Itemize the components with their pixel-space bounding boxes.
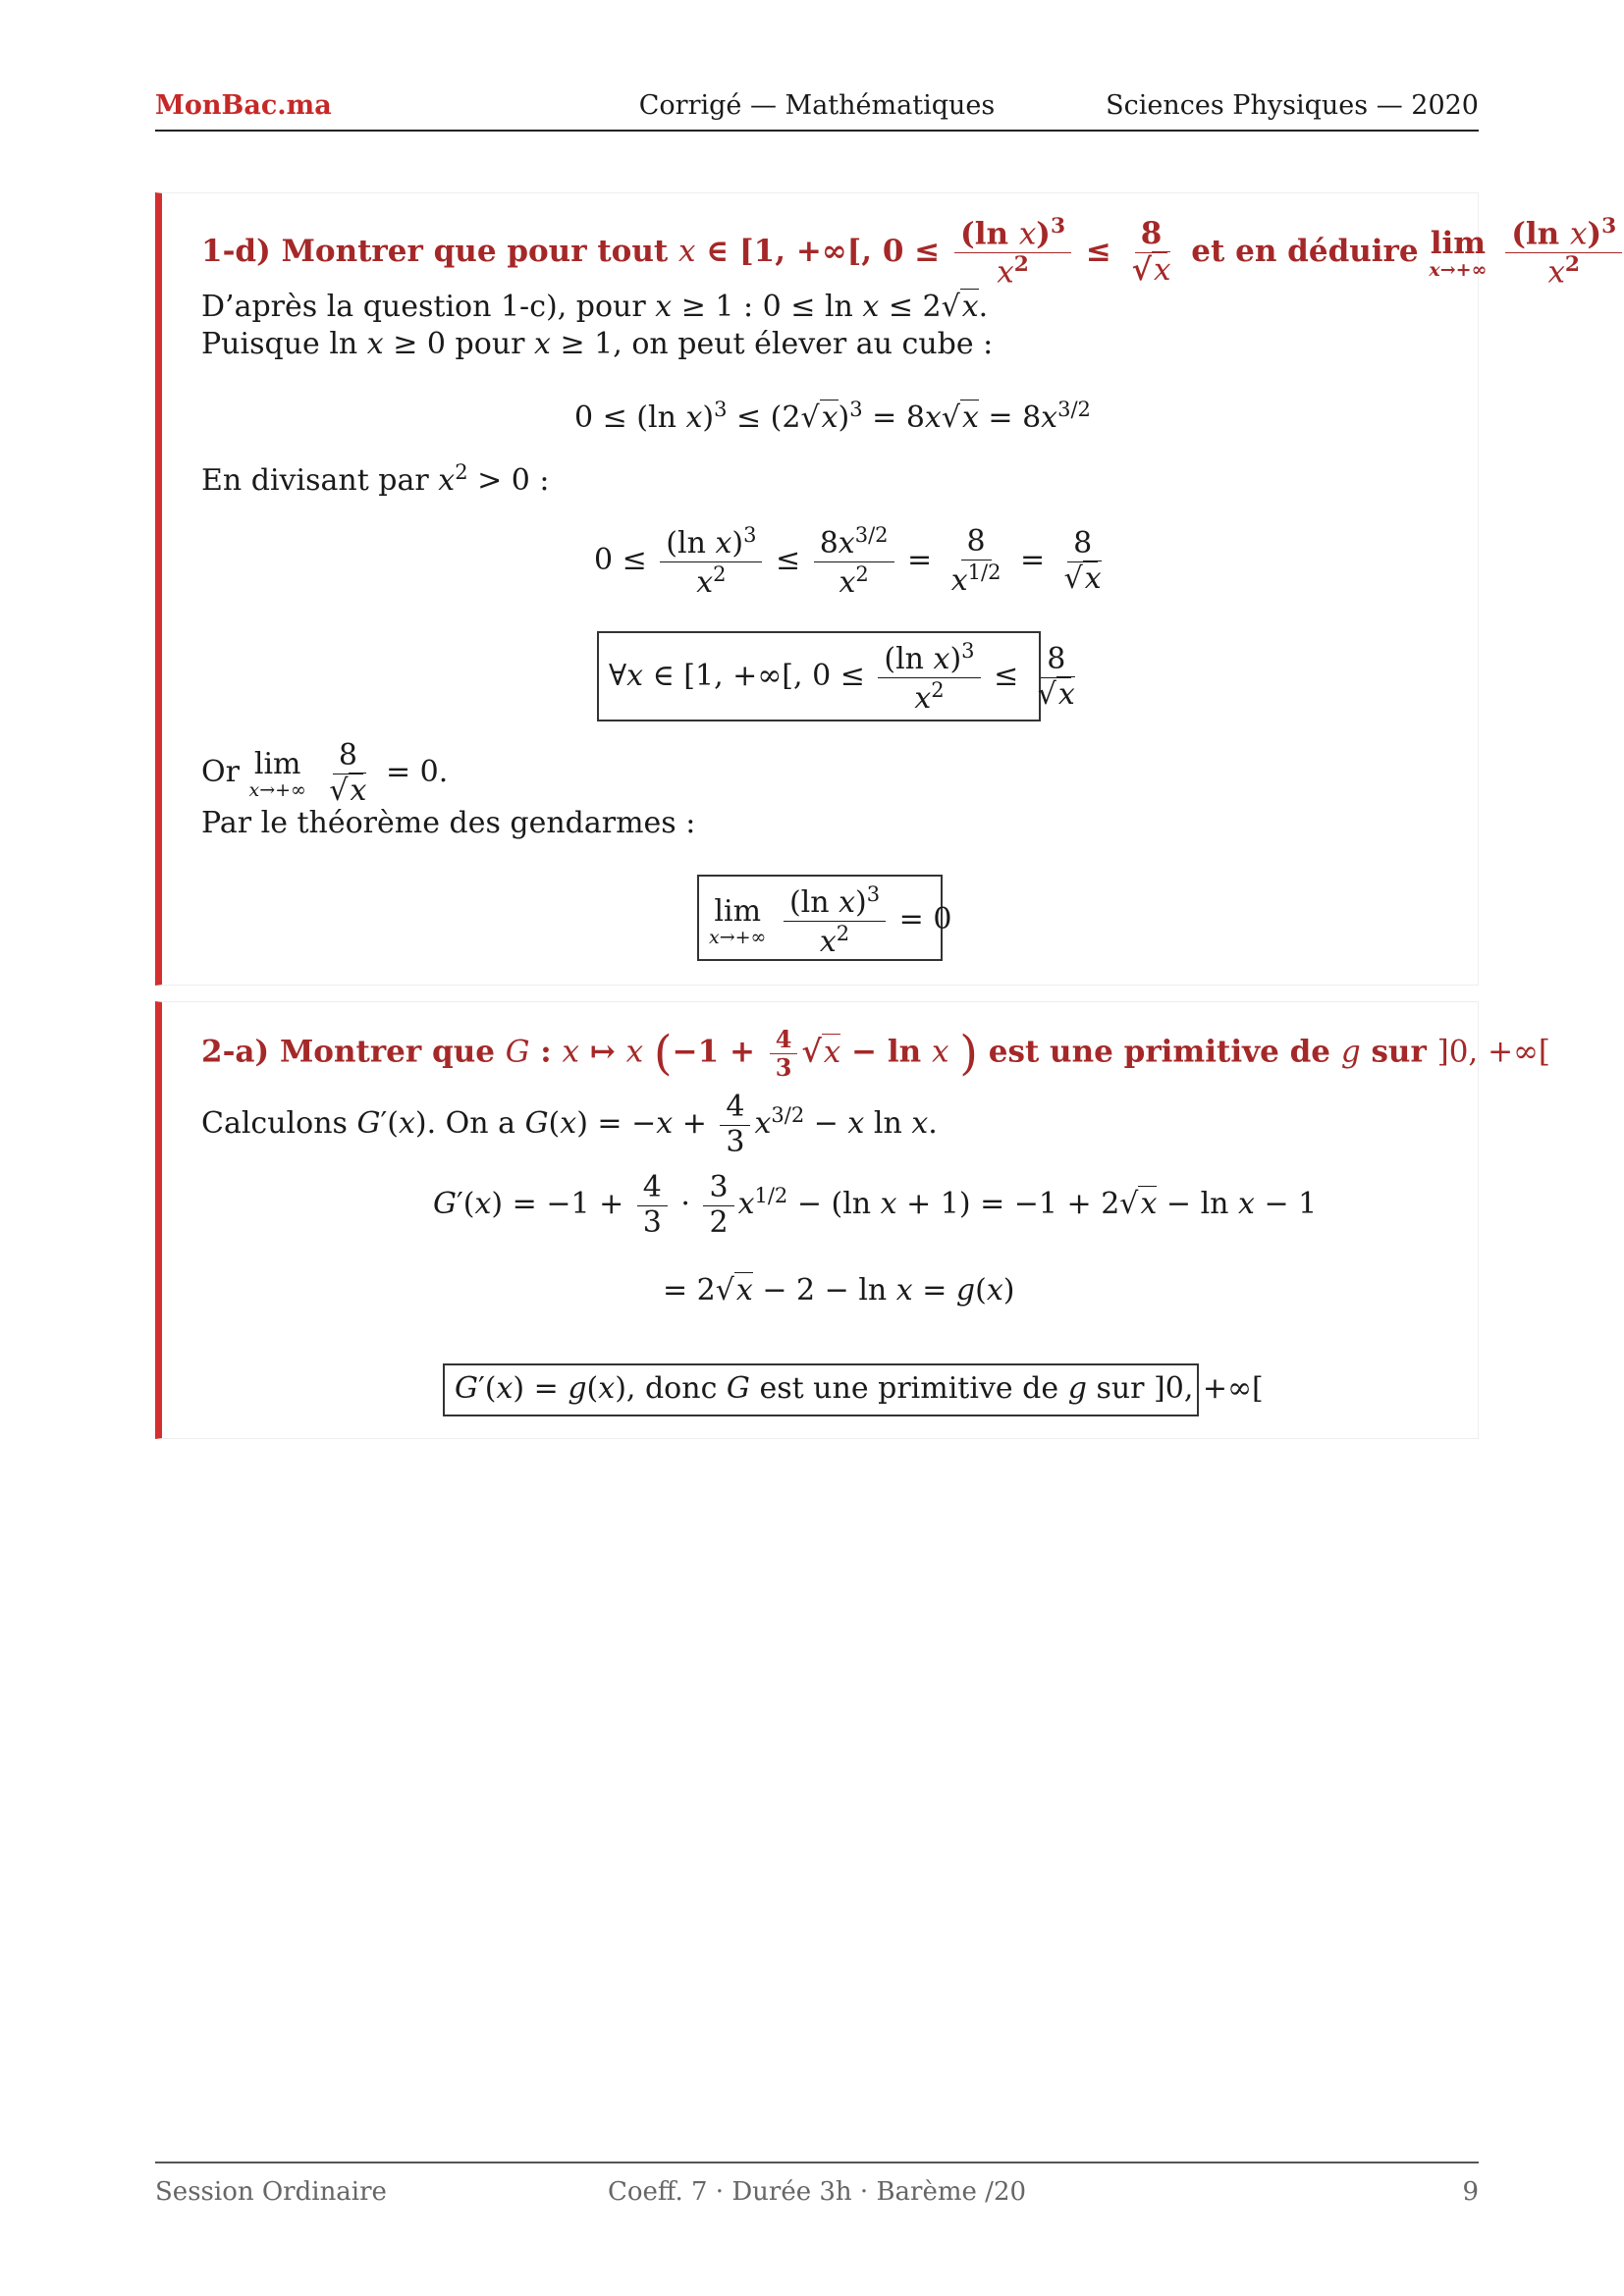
question-title-1d: 1-d) Montrer que pour tout x ∈ [1, +∞[, 0 ≤ $\frac{(\ln x)^3}{x^2}$ ≤ $\frac{8}{√x}$ et en déduire lim x→+∞ $\frac{(\ln x)^3}{x^2}$	[201, 215, 1624, 291]
equation-simplified: = 2√x − 2 − ln x = g(x)	[663, 1273, 1015, 1308]
page-footer	[155, 2162, 1479, 2207]
text-line-5: Par le théorème des gendarmes :	[201, 806, 696, 840]
footer-session: Session Ordinaire	[155, 2177, 387, 2207]
equation-divide: 0 ≤ $\frac{(\ln x)^3}{x^2}$ ≤ $\frac{8x^{3/2}}{x^2}$ = $\frac{8}{x^{1/2}}$ = $\frac{8}{√x}$	[594, 523, 1102, 600]
page-number: 9	[1462, 2177, 1479, 2207]
boxed-result-primitive: G′(x) = g(x), donc G est une primitive de g sur ]0, +∞[	[443, 1363, 1199, 1416]
text-line-1: D’après la question 1-c), pour x ≥ 1 : 0 ≤ ln x ≤ 2√x.	[201, 290, 989, 324]
question-box-1d	[155, 192, 1617, 986]
page-header	[155, 90, 1479, 132]
question-box-2a	[155, 1001, 1551, 1439]
question-title-2a: 2-a) Montrer que G : x ↦ x (−1 + $\frac{4}{3}$ √x − ln x ) est une primitive de g sur ]0, +∞[	[201, 1025, 1551, 1082]
text-line-3: En divisant par $x^2 > 0$ :	[201, 460, 550, 498]
text-line-2: Puisque ln x ≥ 0 pour x ≥ 1, on peut élever au cube :	[201, 327, 994, 361]
question-connector: et en déduire	[1191, 233, 1419, 269]
header-section: Sciences Physiques — 2020	[1106, 90, 1479, 121]
equation-cube: 0 ≤ (ln $x)^3 \le (2√x)^3 = 8x√x = 8x^{3/2}$	[574, 398, 1091, 435]
footer-exam-info: Coeff. 7 · Durée 3h · Barème /20	[607, 2177, 1027, 2207]
brand-logo-text[interactable]: MonBac.ma	[155, 90, 332, 121]
question-label: 1-d) Montrer que pour tout	[201, 233, 669, 269]
header-subject: Corrigé — Mathématiques	[638, 90, 996, 121]
text-line-4: Or lim x→+∞ $\frac{8}{√x}$ = 0.	[201, 738, 449, 808]
boxed-result-inequality: ∀x ∈ [1, +∞[, 0 ≤ $\frac{(\ln x)^3}{x^2}$ ≤ $\frac{8}{√x}$	[597, 631, 1041, 721]
question-label: 2-a) Montrer que	[201, 1034, 495, 1070]
text-line-calc: Calculons G′(x). On a G(x) = −x + $\frac{4}{3}$ $x^{3/2} - x$ ln x.	[201, 1090, 938, 1159]
equation-derivative: G′(x) = −1 + $\frac{4}{3}$ · $\frac{3}{2}$ $x^{1/2} - (\ln$ x + 1) = −1 + 2√x − ln x − 1	[433, 1170, 1318, 1240]
boxed-result-limit: lim x→+∞ $\frac{(\ln x)^3}{x^2}$ = 0	[697, 875, 943, 961]
